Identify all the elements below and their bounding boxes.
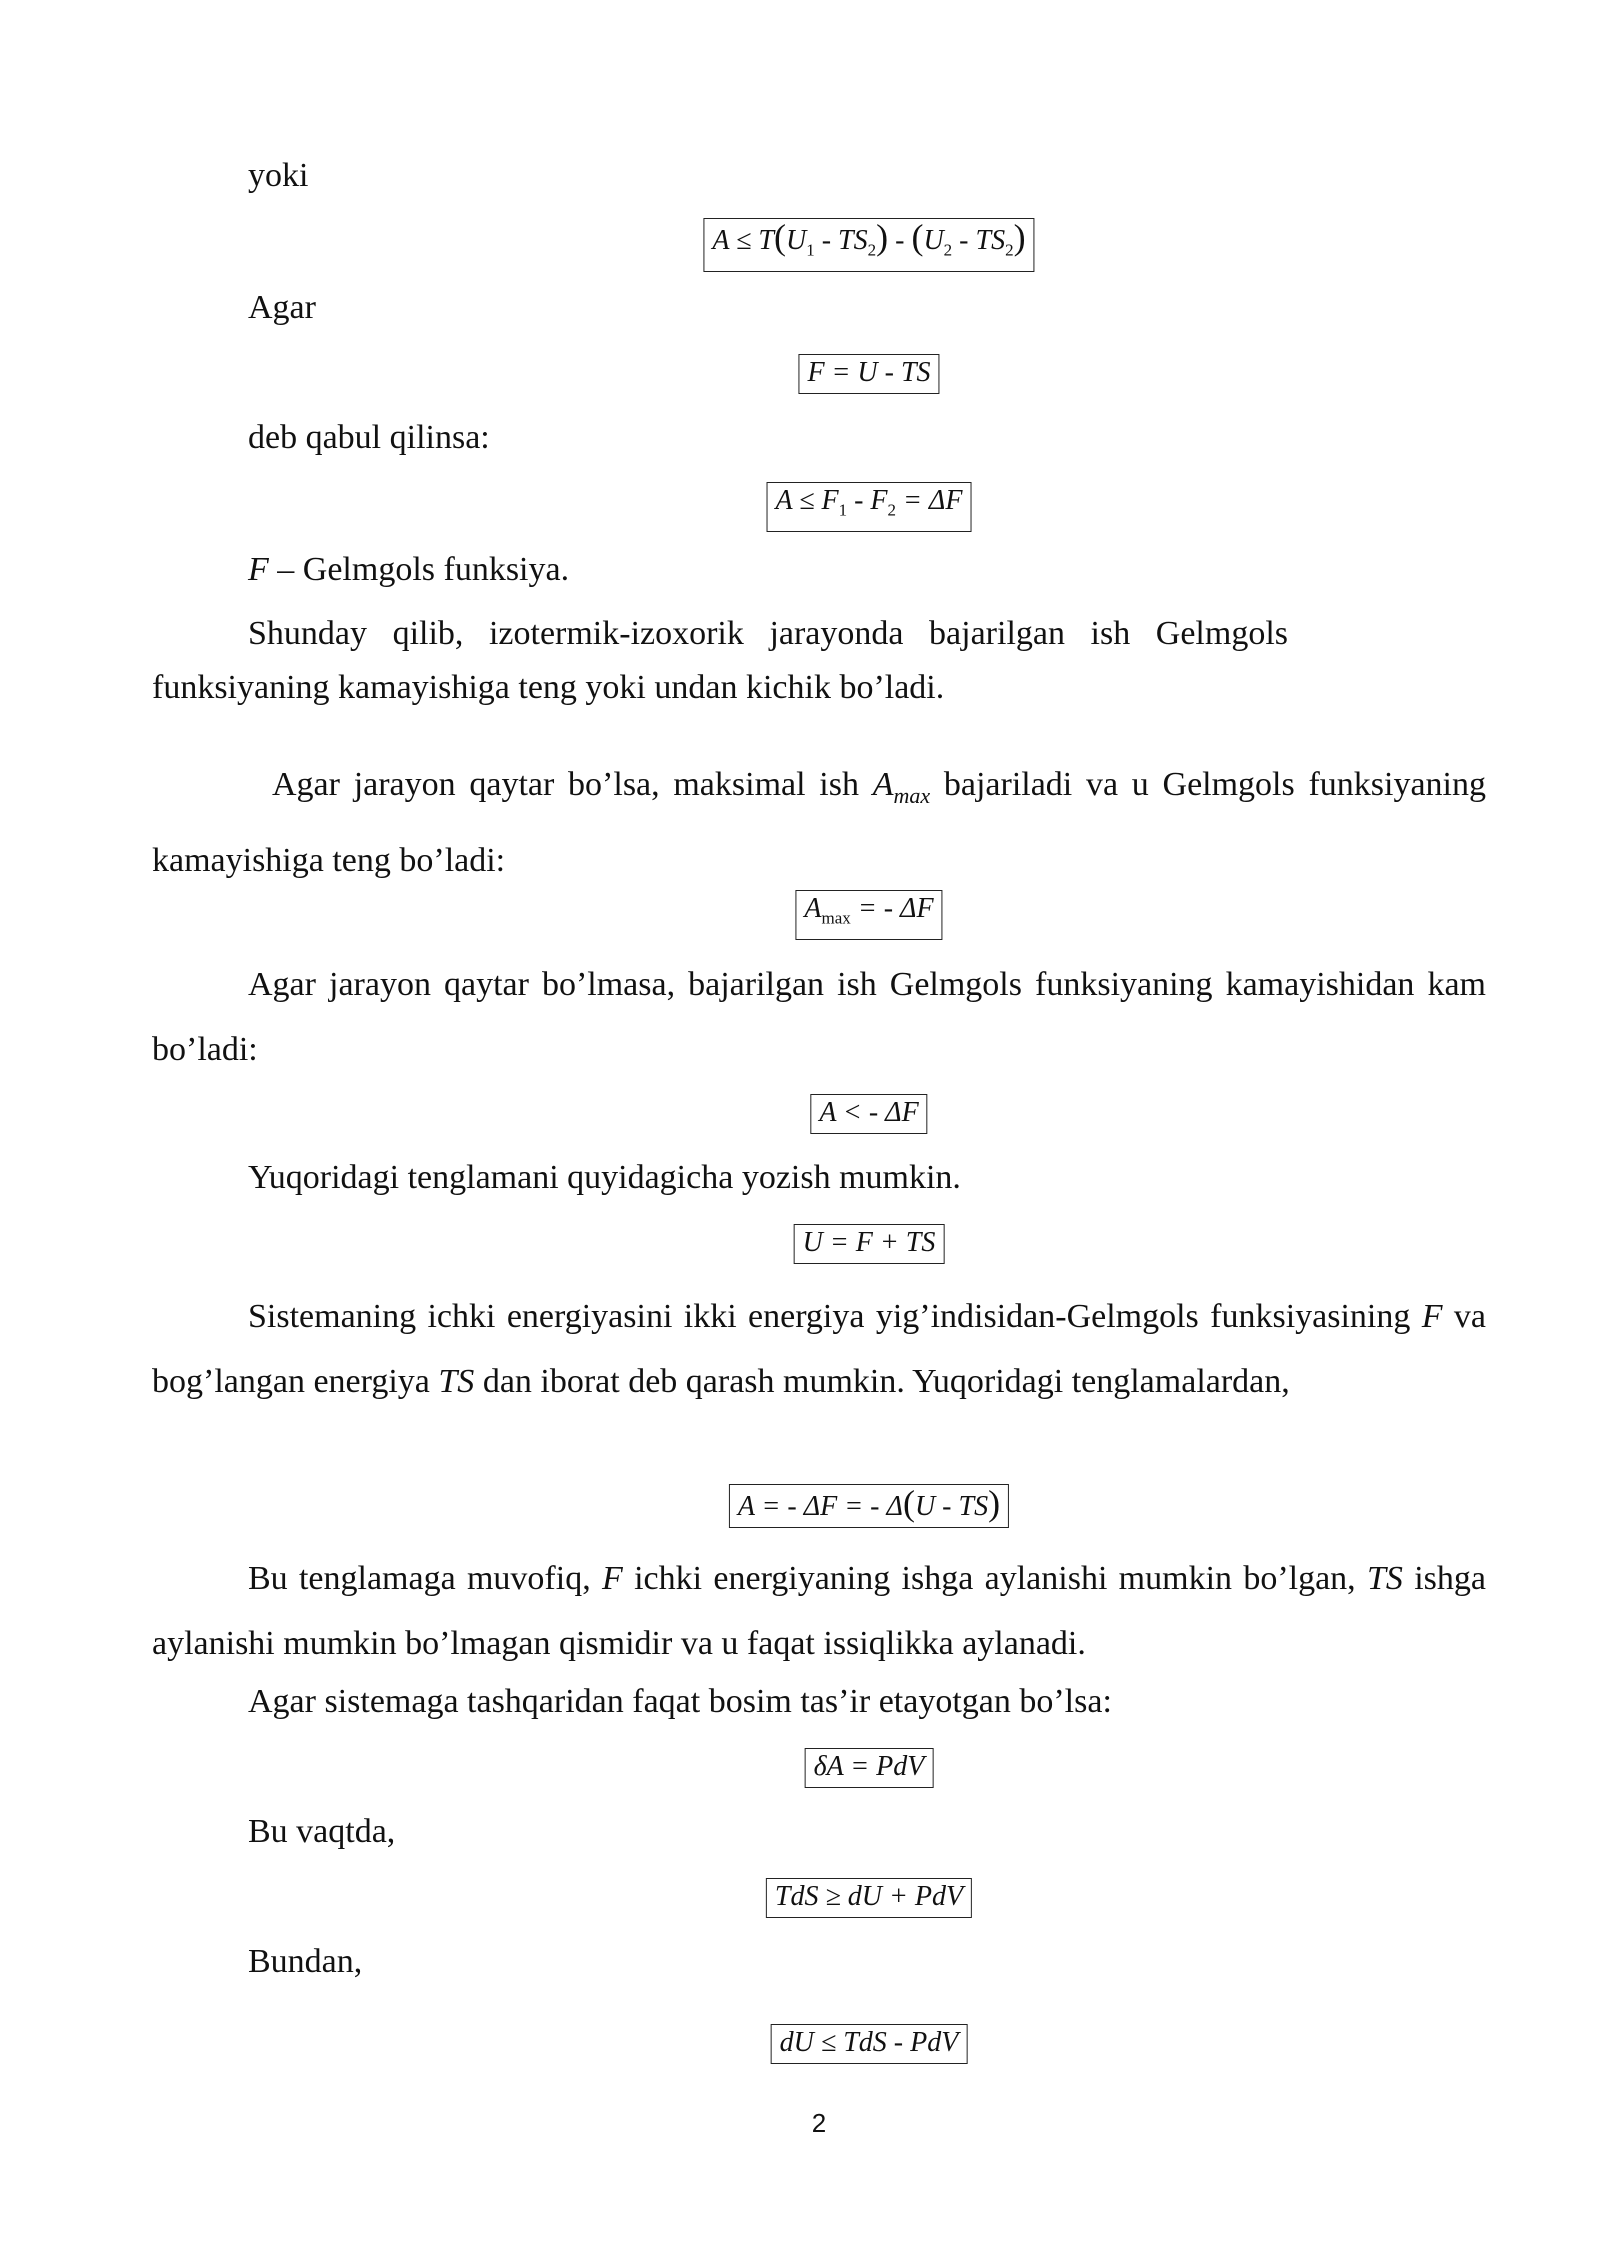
- text-shunday-line1: Shunday qilib, izotermik-izoxorik jarayonda bajarilgan ish Gelmgols: [248, 615, 1288, 652]
- equation-helmholtz-definition: F = U - TS: [798, 354, 939, 394]
- text-agar: Agar: [248, 289, 316, 326]
- text-shunday-line2: funksiyaning kamayishiga teng yoki undan kichik bo’ladi.: [152, 669, 945, 706]
- page-number: 2: [811, 2108, 827, 2138]
- equation-delta-f: $A \le F_1 - F_2 = \Delta F$: [767, 482, 972, 532]
- text-bu-vaqtda: Bu vaqtda,: [248, 1813, 396, 1850]
- text-tashqaridan: Agar sistemaga tashqaridan faqat bosim tas’ir etayotgan bo’lsa:: [248, 1683, 1112, 1720]
- text-gelmgols-funksiya: F – Gelmgols funksiya.: [248, 551, 570, 588]
- equation-delta-a: δA = PdV: [805, 1748, 934, 1788]
- text-yuqoridagi: Yuqoridagi tenglamani quyidagicha yozish mumkin.: [248, 1159, 961, 1196]
- paragraph-bu-tenglama: Bu tenglamaga muvofiq, F ichki energiyaning ishga aylanishi mumkin bo’lgan, TS ishga aylanishi mumkin bo’lmagan qismidir va u faqat issiqlikka aylanadi.: [152, 1560, 1486, 1662]
- equation-tds: TdS ≥ dU + PdV: [766, 1878, 972, 1918]
- paragraph-sistema: Sistemaning ichki energiyasini ikki energiya yig’indisidan-Gelmgols funksiyasining F va bog’langan energiya TS dan iborat deb qarash mumkin. Yuqoridagi tenglamalardan,: [152, 1298, 1486, 1400]
- equation-a-less: A < - ΔF: [810, 1094, 927, 1134]
- equation-work-delta: A = - ΔF = - Δ(U - TS): [729, 1484, 1009, 1528]
- paragraph-qaytar-emas: Agar jarayon qaytar bo’lmasa, bajarilgan ish Gelmgols funksiyaning kamayishidan kam bo’ladi:: [152, 966, 1486, 1068]
- equation-work-inequality: $A \le T(U_1 - TS_2) - (U_2 - TS_2)$: [703, 218, 1034, 272]
- text-deb-qabul: deb qabul qilinsa:: [248, 419, 490, 456]
- equation-internal-energy: U = F + TS: [794, 1224, 945, 1264]
- text-bundan: Bundan,: [248, 1943, 363, 1980]
- paragraph-qaytar: Agar jarayon qaytar bo’lsa, maksimal ish $A_{max}$ bajariladi va u Gelmgols funksiyaning kamayishiga teng bo’ladi:: [152, 766, 1486, 879]
- text-yoki: yoki: [248, 157, 309, 194]
- equation-amax: $A_{max}$ = - ΔF: [795, 890, 942, 940]
- equation-du: dU ≤ TdS - PdV: [771, 2024, 968, 2064]
